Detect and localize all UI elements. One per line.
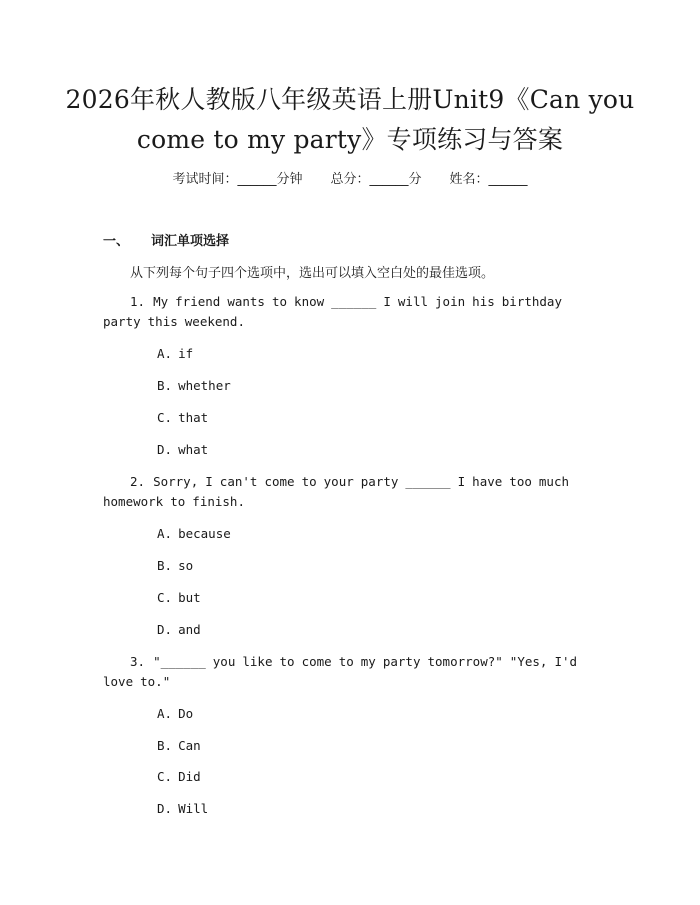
option-text: but — [178, 590, 201, 605]
option-text: and — [178, 622, 201, 637]
option-d — [157, 801, 208, 816]
question-3 — [103, 652, 593, 692]
option-c — [157, 410, 208, 425]
question-text: "______ you like to come to my party tomorrow?" "Yes, I'd love to." — [103, 654, 578, 689]
option-b — [157, 558, 193, 573]
option-text: what — [178, 442, 209, 457]
option-text: whether — [178, 378, 231, 393]
option-letter: B. — [157, 558, 173, 573]
question-text: My friend wants to know ______ I will join his birthday party this weekend. — [103, 294, 562, 329]
option-letter: D. — [157, 801, 173, 816]
question-number: 2. — [130, 474, 146, 489]
option-letter: D. — [157, 622, 173, 637]
option-text: if — [178, 346, 194, 361]
option-b — [157, 738, 201, 753]
document-title: 2026年秋人教版八年级英语上册Unit9《Can you come to my party》专项练习与答案 — [65, 85, 635, 154]
option-letter: B. — [157, 738, 173, 753]
option-letter: C. — [157, 410, 173, 425]
option-text: Do — [178, 706, 194, 721]
exam-meta — [0, 168, 700, 187]
option-letter: B. — [157, 378, 173, 393]
option-text: Will — [178, 801, 209, 816]
question-number: 3. — [130, 654, 146, 669]
option-letter: C. — [157, 769, 173, 784]
option-letter: C. — [157, 590, 173, 605]
option-text: Can — [178, 738, 201, 753]
option-a — [157, 706, 193, 721]
option-letter: A. — [157, 526, 173, 541]
option-text: so — [178, 558, 194, 573]
section-heading — [103, 230, 229, 249]
question-1 — [103, 292, 593, 332]
option-text: that — [178, 410, 209, 425]
exam-time-label: 考试时间：______分钟 — [172, 172, 303, 187]
option-c — [157, 769, 201, 784]
option-d — [157, 622, 201, 637]
section-instruction: 从下列每个句子四个选项中，选出可以填入空白处的最佳选项。 — [130, 266, 495, 281]
student-name-label: 姓名：______ — [449, 172, 528, 187]
option-c — [157, 590, 201, 605]
option-letter: A. — [157, 706, 173, 721]
option-d — [157, 442, 208, 457]
section-title: 词汇单项选择 — [151, 234, 230, 249]
question-2 — [103, 472, 593, 512]
option-text: because — [178, 526, 231, 541]
option-a — [157, 346, 193, 361]
option-a — [157, 526, 231, 541]
total-score-label: 总分：______分 — [330, 172, 422, 187]
question-number: 1. — [130, 294, 146, 309]
question-text: Sorry, I can't come to your party ______ I have too much homework to finish. — [103, 474, 569, 509]
option-letter: D. — [157, 442, 173, 457]
option-b — [157, 378, 231, 393]
option-letter: A. — [157, 346, 173, 361]
option-text: Did — [178, 769, 201, 784]
section-number: 一、 — [103, 234, 130, 249]
